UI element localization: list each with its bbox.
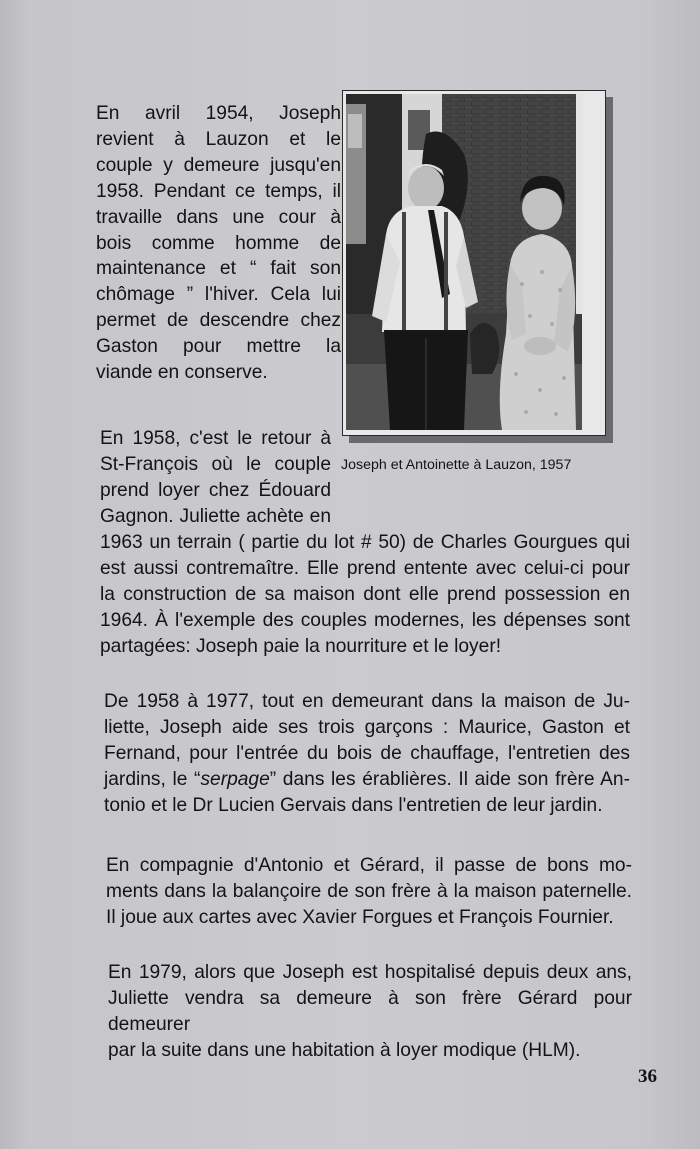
text-line: travaille dans une cour à (96, 206, 341, 228)
paragraph-1958-retour-continued (100, 530, 630, 660)
text-line: par la suite dans une habitation à loyer modique (HLM). (108, 1039, 581, 1061)
text-line: couple y demeure jusqu'en (96, 154, 341, 176)
text-line: permet de descendre chez (96, 310, 341, 332)
photo-illustration (346, 94, 582, 430)
text-line: 1963 un terrain ( partie du lot # 50) de Charles Gourgues qui (100, 532, 630, 553)
paragraph-1958-1977 (104, 689, 630, 819)
text-line: bois comme homme de (96, 232, 341, 254)
text-line: tonio et le Dr Lucien Gervais dans l'entretien de leur jardin. (104, 794, 603, 816)
paragraph-1979 (108, 960, 632, 1064)
text-line: Fernand, pour l'entrée du bois de chauffage, l'entretien des (104, 742, 630, 764)
text-line: Gaston pour mettre la (96, 336, 341, 358)
photograph-joseph-antoinette (346, 94, 582, 430)
text-line: est aussi contremaître. Elle prend entente avec celui-ci pour (100, 557, 630, 579)
text-line: En 1958, c'est le retour à (100, 428, 331, 449)
text-line: la construction de sa maison dont elle prend possession en (100, 583, 630, 605)
page-number: 36 (638, 1066, 657, 1087)
text-fragment: ” dans les érablières. Il aide son frère An- (269, 768, 630, 790)
paragraph-1954-lauzon (96, 101, 341, 386)
text-line: Juliette vendra sa demeure à son frère Gérard pour demeurer (108, 987, 632, 1035)
paragraph-1958-retour (100, 426, 331, 530)
text-line: En avril 1954, Joseph (96, 103, 341, 124)
text-line: St-François où le couple (100, 453, 331, 475)
text-line: revient à Lauzon et le (96, 128, 341, 150)
text-line: Gagnon. Juliette achète en (100, 505, 331, 527)
text-line: maintenance et “ fait son (96, 258, 341, 280)
text-line: En compagnie d'Antonio et Gérard, il passe de bons mo- (106, 855, 632, 876)
text-fragment: jardins, le “ (104, 768, 201, 790)
text-line: 1958. Pendant ce temps, il (96, 180, 341, 202)
emphasized-word: serpage (200, 768, 270, 790)
text-line: partagées: Joseph paie la nourriture et le loyer! (100, 635, 502, 657)
text-line: 1964. À l'exemple des couples modernes, les dépenses sont (100, 609, 630, 631)
text-line: De 1958 à 1977, tout en demeurant dans la maison de Ju- (104, 691, 630, 712)
text-line: liette, Joseph aide ses trois garçons : Maurice, Gaston et (104, 716, 630, 738)
photo-caption: Joseph et Antoinette à Lauzon, 1957 (341, 457, 572, 473)
text-line: viande en conserve. (96, 362, 268, 384)
text-line: ments dans la balançoire de son frère à la maison paternelle. (106, 880, 632, 902)
text-line: En 1979, alors que Joseph est hospitalisé depuis deux ans, (108, 962, 632, 983)
text-line: Il joue aux cartes avec Xavier Forgues et François Fournier. (106, 906, 614, 928)
text-line: chômage ” l'hiver. Cela lui (96, 284, 341, 306)
text-line: prend loyer chez Édouard (100, 479, 331, 501)
paragraph-antonio-gerard (106, 853, 632, 931)
text-line (104, 767, 630, 793)
